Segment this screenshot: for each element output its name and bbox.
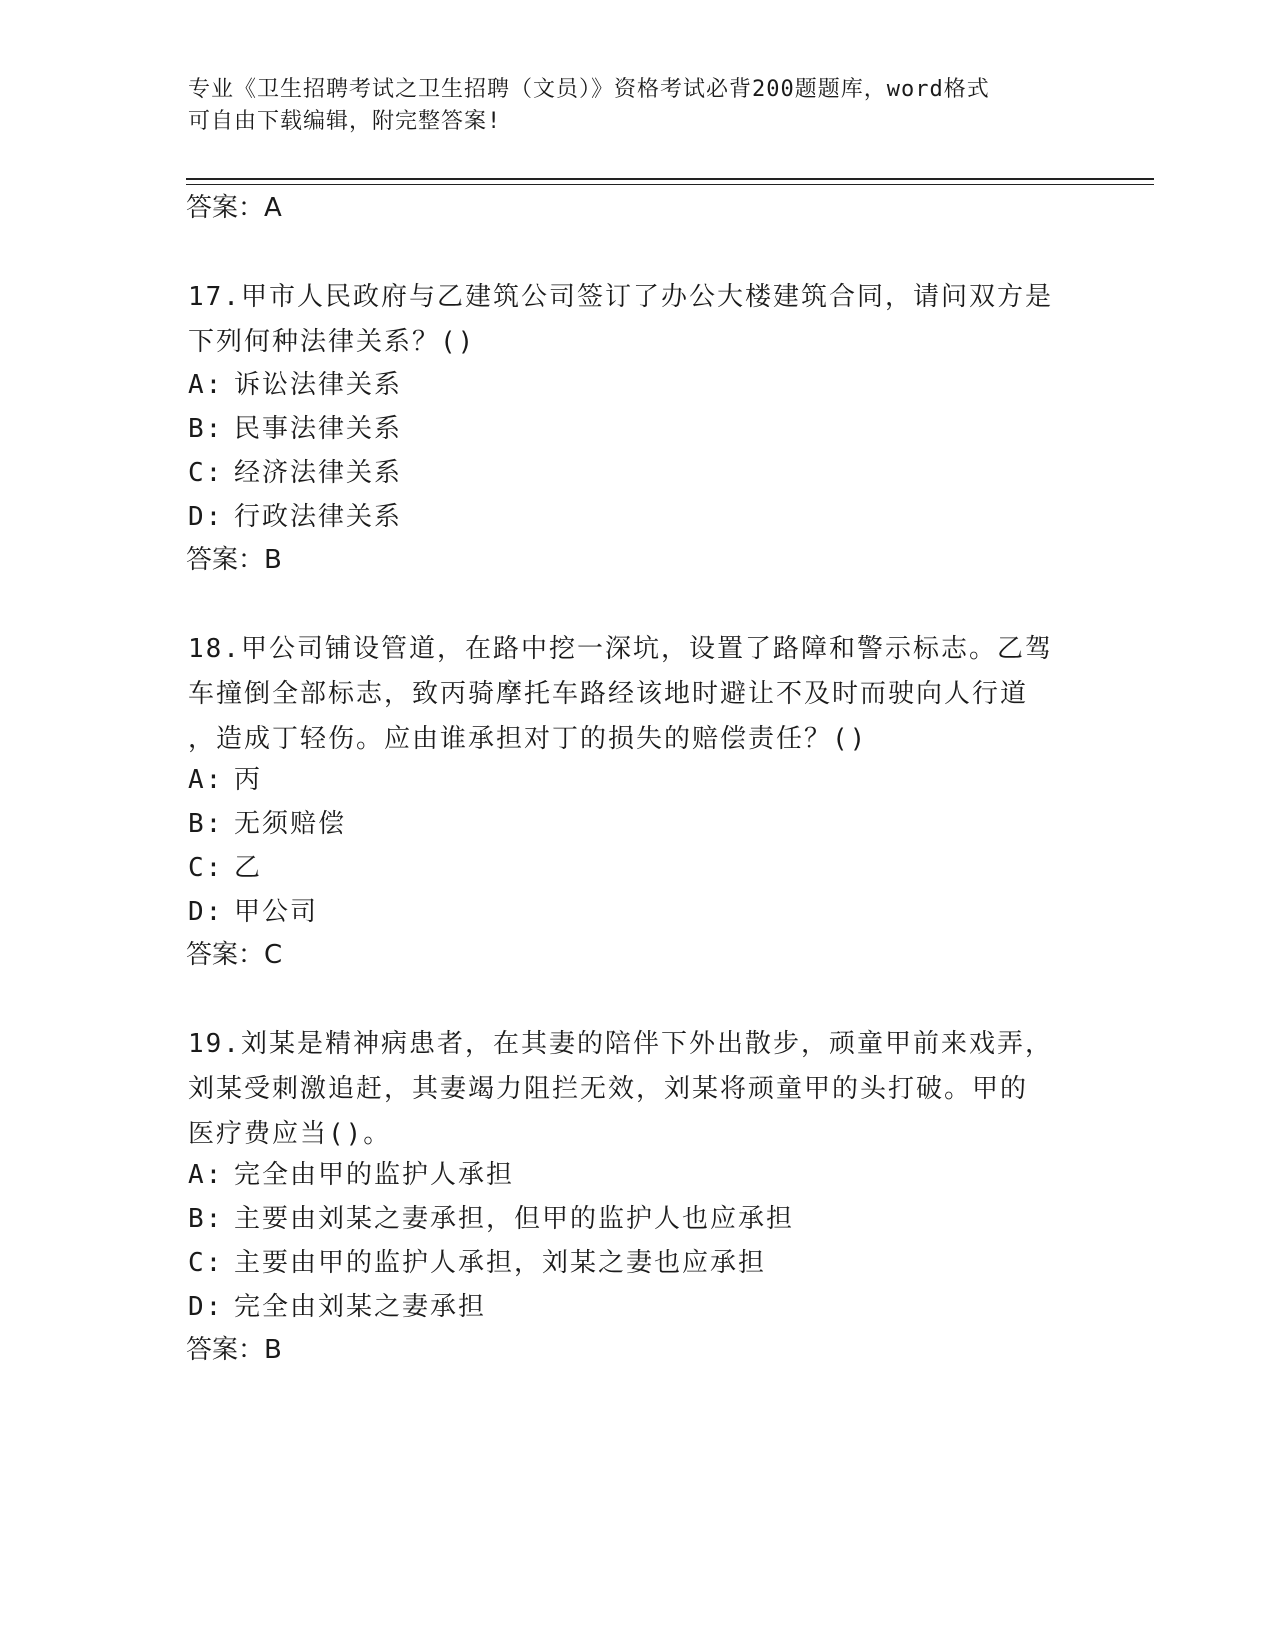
question-18-line-3: ，造成丁轻伤。应由谁承担对丁的损失的赔偿责任？() bbox=[188, 724, 868, 754]
question-17-answer: 答案：B bbox=[186, 545, 282, 575]
header-rule-thin bbox=[186, 184, 1154, 185]
question-18-line-1: 18.甲公司铺设管道，在路中挖一深坑，设置了路障和警示标志。乙驾 bbox=[188, 634, 1053, 664]
question-17-line-1: 17.甲市人民政府与乙建筑公司签订了办公大楼建筑合同，请问双方是 bbox=[188, 282, 1053, 312]
question-18-option-c: C: 乙 bbox=[188, 853, 263, 883]
question-17-line-2: 下列何种法律关系？() bbox=[188, 327, 476, 357]
answer-prev: 答案：A bbox=[186, 193, 282, 223]
question-19-text bbox=[188, 1022, 1088, 1157]
question-17-text bbox=[188, 275, 1088, 365]
question-19-option-b: B: 主要由刘某之妻承担，但甲的监护人也应承担 bbox=[188, 1204, 795, 1234]
question-18-answer: 答案：C bbox=[186, 940, 283, 970]
header-line-1: 专业《卫生招聘考试之卫生招聘（文员）》资格考试必背200题题库，word格式 bbox=[188, 77, 990, 102]
question-19-line-3: 医疗费应当()。 bbox=[188, 1119, 392, 1149]
question-19-line-2: 刘某受刺激追赶，其妻竭力阻拦无效，刘某将顽童甲的头打破。甲的 bbox=[188, 1074, 1029, 1104]
question-18-line-2: 车撞倒全部标志，致丙骑摩托车路经该地时避让不及时而驶向人行道 bbox=[188, 679, 1029, 709]
question-17-option-c: C: 经济法律关系 bbox=[188, 458, 403, 488]
question-17-option-b: B: 民事法律关系 bbox=[188, 414, 403, 444]
page-header bbox=[188, 74, 1068, 138]
question-18-option-a: A: 丙 bbox=[188, 765, 263, 795]
question-19-option-a: A: 完全由甲的监护人承担 bbox=[188, 1160, 515, 1190]
question-17-option-a: A: 诉讼法律关系 bbox=[188, 370, 403, 400]
header-rule-thick bbox=[186, 178, 1154, 180]
question-18-option-b: B: 无须赔偿 bbox=[188, 809, 347, 839]
question-17-option-d: D: 行政法律关系 bbox=[188, 502, 403, 532]
question-18-option-d: D: 甲公司 bbox=[188, 897, 319, 927]
question-19-option-d: D: 完全由刘某之妻承担 bbox=[188, 1292, 487, 1322]
header-line-2: 可自由下载编辑，附完整答案! bbox=[188, 109, 502, 134]
question-18-text bbox=[188, 627, 1088, 762]
question-19-option-c: C: 主要由甲的监护人承担，刘某之妻也应承担 bbox=[188, 1248, 767, 1278]
question-19-answer: 答案：B bbox=[186, 1335, 282, 1365]
question-19-line-1: 19.刘某是精神病患者，在其妻的陪伴下外出散步，顽童甲前来戏弄， bbox=[188, 1029, 1053, 1059]
